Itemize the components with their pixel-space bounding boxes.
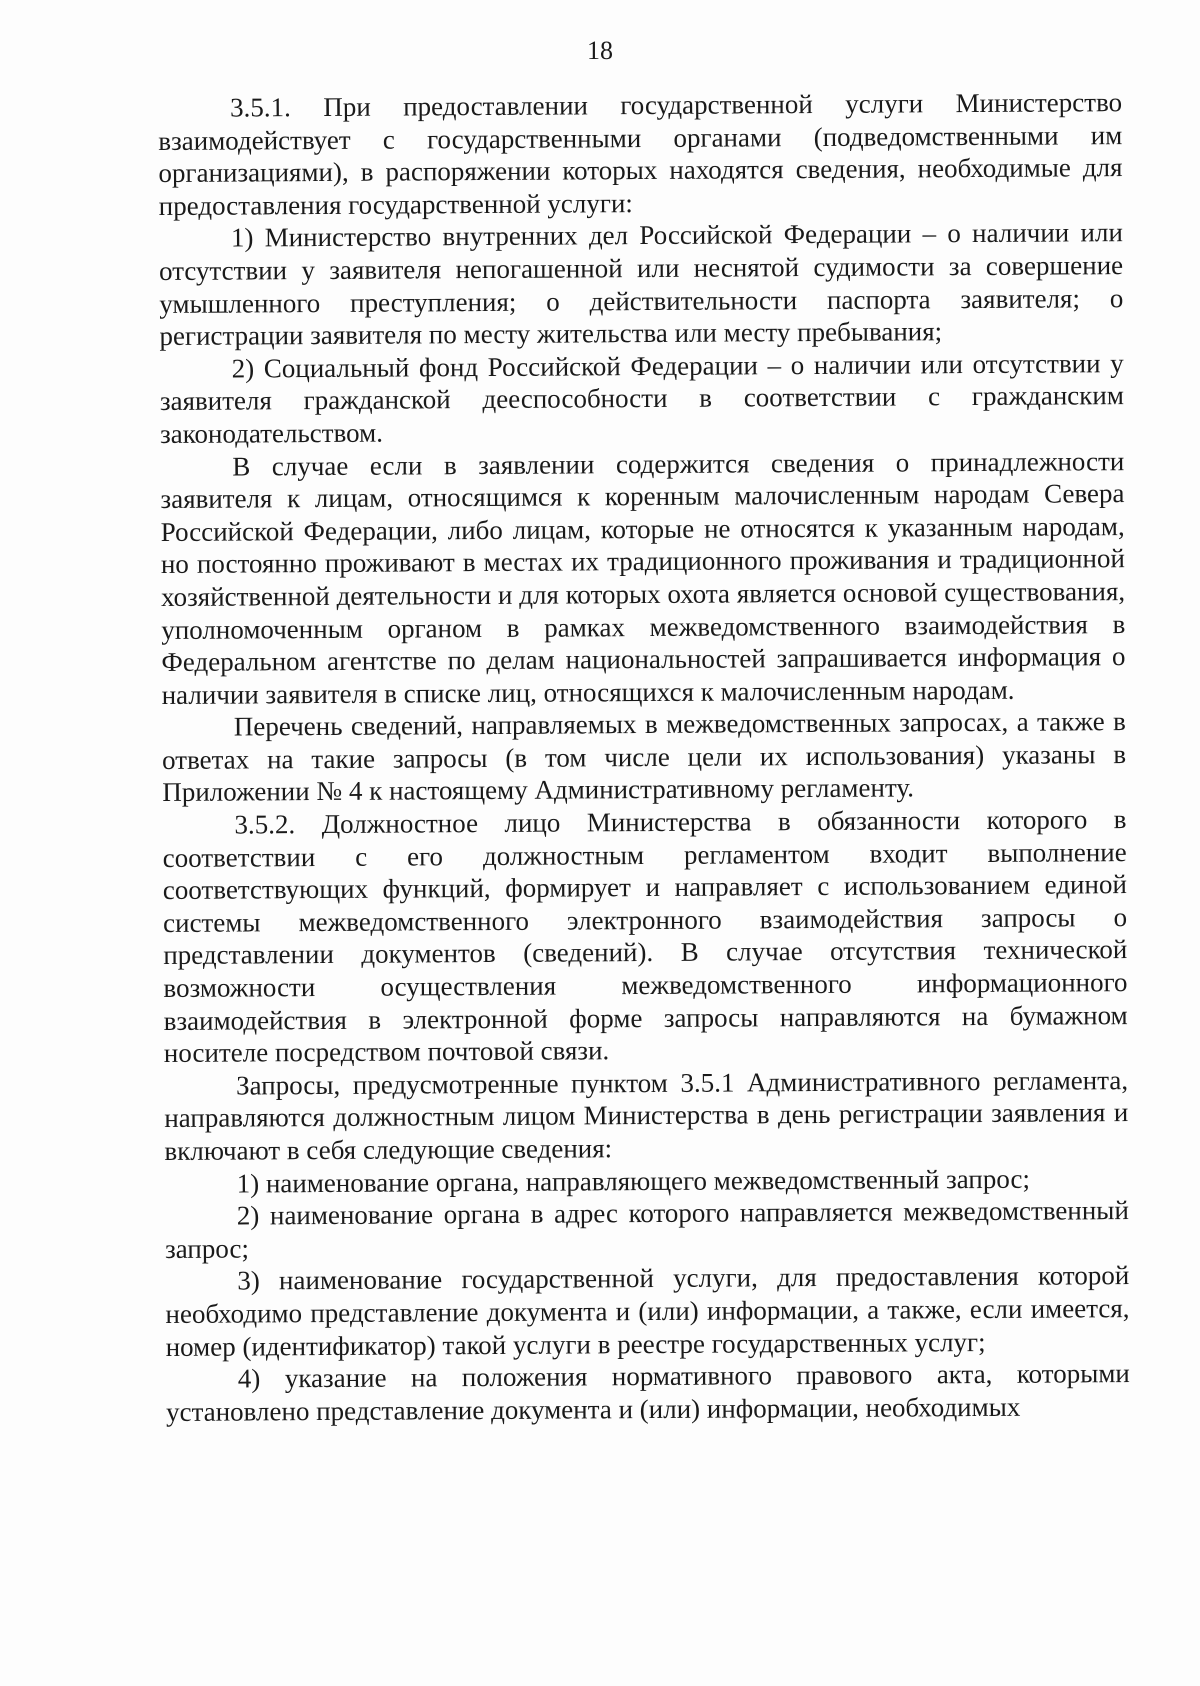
list-item-mvd: 1) Министерство внутренних дел Российской Федерации – о наличии или отсутствии у заявителя непогашенной или неснятой судимости за совершение умышленного преступления; о действительности паспорта заявителя; о регистрации заявителя по месту жительства или месту пребывания; [159, 217, 1124, 352]
list-item-addressee-body: 2) наименование органа в адрес которого направляется межведомственный запрос; [164, 1195, 1129, 1264]
list-item-legal-act: 4) указание на положения нормативного правового акта, которыми установлено представление документа и (или) информации, необходимых [165, 1358, 1130, 1427]
paragraph-indigenous-peoples: В случае если в заявлении содержится сведения о принадлежности заявителя к лицам, относящимся к коренным малочисленным народам Севера Российской Федерации, либо лицам, которые не относятся к указанным народам, но постоянно проживают в местах их традиционного проживания и традиционной хозяйственной деятельности и для которых охота является основой существования, уполномоченным органом в рамках межведомственного взаимодействия в Федеральном агентстве по делам национальностей запрашивается информация о наличии заявителя в списке лиц, относящихся к малочисленным народам. [160, 445, 1126, 710]
list-item-requesting-body: 1) наименование органа, направляющего межведомственный запрос; [236, 1163, 1031, 1199]
paragraph-requests: Запросы, предусмотренные пунктом 3.5.1 Административного регламента, направляются должностным лицом Министерства в день регистрации заявления и включают в себя следующие сведения: [164, 1064, 1129, 1166]
paragraph-3-5-2: 3.5.2. Должностное лицо Министерства в обязанности которого в соответствии с его должностным регламентом входит выполнение соответствующих функций, формирует и направляет с использованием единой системы межведомственного электронного взаимодействия запросы о представлении документов (сведений). В случае отсутствия технической возможности осуществления межведомственного информационного взаимодействия в электронной форме запросы направляются на бумажном носителе посредством почтовой связи. [162, 804, 1128, 1069]
list-item-social-fund: 2) Социальный фонд Российской Федерации – о наличии или отсутствии у заявителя гражданской дееспособности в соответствии с гражданским законодательством. [159, 347, 1124, 449]
page-number: 18 [587, 36, 613, 65]
list-item-service-name: 3) наименование государственной услуги, для предоставления которой необходимо представление документа и (или) информации, а также, если имеется, номер (идентификатор) такой услуги в реестре государственных услуг; [165, 1260, 1130, 1362]
document-body [158, 86, 1130, 1428]
paragraph-3-5-1: 3.5.1. При предоставлении государственной услуги Министерство взаимодействует с государственными органами (подведомственными им организациями), в распоряжении которых находятся сведения, необходимые для предоставления государственной услуги: [158, 87, 1123, 221]
paragraph-list-of-information: Перечень сведений, направляемых в межведомственных запросах, а также в ответах на такие запросы (в том числе цели их использования) указаны в Приложении № 4 к настоящему Административному регламенту. [161, 706, 1127, 808]
